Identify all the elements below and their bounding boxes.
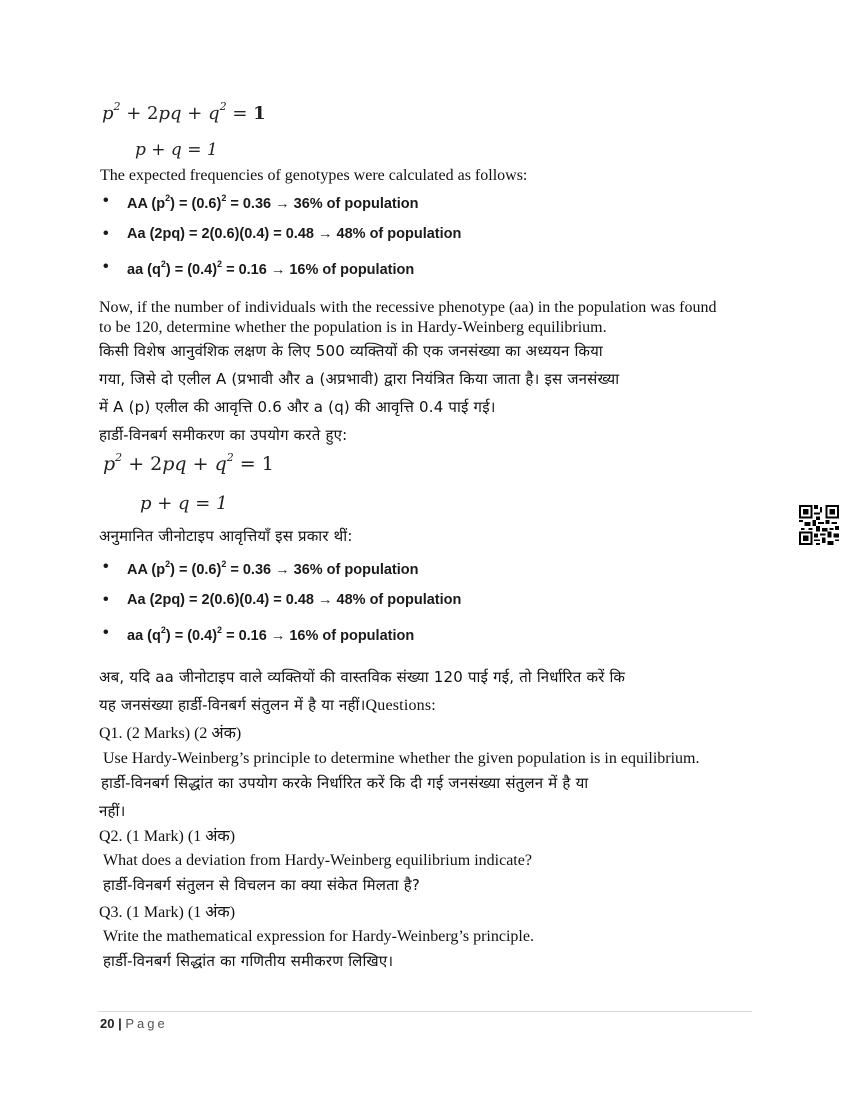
study-paragraph-hi	[99, 337, 759, 421]
page-footer	[100, 1016, 168, 1031]
bullet-aa-dominant: • AA $(p^2) = (0.6)^2 = 0.36 \to 36\%$ of population	[103, 192, 419, 212]
question-text-en: Use Hardy-Weinberg’s principle to determine whether the given population is in equilibrium.	[103, 750, 700, 767]
question-label: Q2. (1 Mark) (1 अंक)	[99, 828, 236, 845]
question-label: Q1. (2 Marks) (2 अंक)	[99, 725, 242, 742]
study-line-3: में A (p) एलील की आवृत्ति 0.6 और a (q) की आवृत्ति 0.4 पाई गई।	[99, 398, 496, 416]
question-text-hi-cont: नहीं।	[99, 802, 126, 820]
study-line-1: किसी विशेष आनुवंशिक लक्षण के लिए 500 व्यक्तियों की एक जनसंख्या का अध्ययन किया	[99, 342, 603, 360]
bullet-aa-hetero-2: • Aa (2pq) = 2(0.6)(0.4) = 0.48 → 48% of population	[103, 591, 462, 608]
question-2	[99, 827, 769, 899]
study-line-2: गया, जिसे दो एलील A (प्रभावी और a (अप्रभावी) द्वारा नियंत्रित किया जाता है। इस जनसंख्या	[99, 370, 620, 388]
bullet-aa-dominant-2: • AA $(p^2) = (0.6)^2 = 0.36 \to 36\%$ of population	[103, 558, 419, 578]
now-paragraph-hi	[99, 663, 769, 719]
question-text-hi: हार्डी-विनबर्ग सिद्धांत का उपयोग करके निर्धारित करें कि दी गई जनसंख्या संतुलन में है या	[101, 774, 589, 792]
now-paragraph-en	[99, 298, 759, 338]
questions-label: Questions:	[365, 697, 436, 714]
qr-code-icon	[799, 505, 839, 550]
now-line-1: Now, if the number of individuals with the recessive phenotype (aa) in the population was found	[99, 299, 717, 316]
question-text-hi: हार्डी-विनबर्ग सिद्धांत का गणितीय समीकरण लिखिए।	[103, 952, 394, 970]
hw-sum-equation-1: p + q = 1	[135, 140, 218, 160]
bullet-aa-recessive-2: • aa $(q^2) = (0.4)^2 = 0.16 \to 16\%$ of population	[103, 624, 415, 644]
question-text-en: Write the mathematical expression for Hardy-Weinberg’s principle.	[103, 928, 534, 945]
bullet-aa-recessive: • aa $(q^2) = (0.4)^2 = 0.16 \to 16\%$ of population	[103, 258, 415, 278]
question-text-hi: हार्डी-विनबर्ग संतुलन से विचलन का क्या संकेत मिलता है?	[103, 876, 421, 894]
footer-divider	[98, 1011, 752, 1012]
question-1	[99, 724, 769, 825]
page-word: Page	[125, 1016, 168, 1031]
using-equation-hi: हार्डी-विनबर्ग समीकरण का उपयोग करते हुए:	[99, 426, 348, 444]
question-3	[99, 903, 769, 975]
question-text-en: What does a deviation from Hardy-Weinberg equilibrium indicate?	[103, 852, 532, 869]
now-hi-line-2: यह जनसंख्या हार्डी-विनबर्ग संतुलन में है या नहीं।Questions:	[99, 696, 436, 714]
hw-sum-equation-2: p + q = 1	[140, 493, 228, 514]
now-hi-line-1: अब, यदि aa जीनोटाइप वाले व्यक्तियों की वास्तविक संख्या 120 पाई गई, तो निर्धारित करें कि	[99, 668, 626, 686]
estimated-hi: अनुमानित जीनोटाइप आवृत्तियाँ इस प्रकार थीं:	[99, 527, 353, 545]
footer-separator: |	[118, 1016, 122, 1031]
now-line-2: to be 120, determine whether the population is in Hardy-Weinberg equilibrium.	[99, 319, 607, 336]
hw-equation-1: $p^2 + 2pq + q^2 = 1$	[102, 100, 266, 124]
hw-equation-2: $p^2 + 2pq + q^2 = 1$	[103, 451, 274, 475]
page-number: 20	[100, 1016, 115, 1031]
bullet-aa-hetero: • Aa (2pq) = 2(0.6)(0.4) = 0.48 → 48% of population	[103, 225, 462, 242]
question-label: Q3. (1 Mark) (1 अंक)	[99, 904, 236, 921]
expected-intro: The expected frequencies of genotypes were calculated as follows:	[100, 167, 528, 184]
